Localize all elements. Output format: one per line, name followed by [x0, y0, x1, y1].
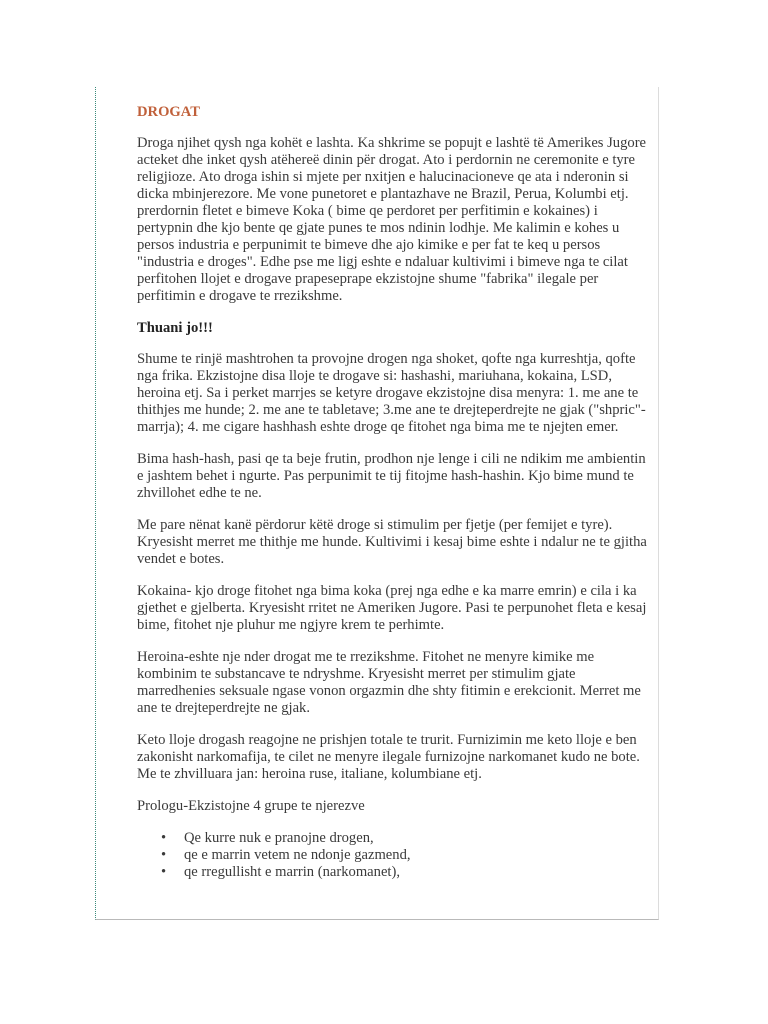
list-item [137, 847, 651, 864]
paragraph-heroin: Heroina-eshte nje nder drogat me te rrezikshme. Fitohet ne menyre kimike me kombinim te substancave te ndryshme. Kryesisht merret per stimulim gjate marredhenies seksuale ngase vonon orgazmin dhe shty fitimin e erekcionit. Merret me ane te drejteperdrejte ne gjak. [137, 649, 641, 716]
paragraph-types: Shume te rinjë mashtrohen ta provojne drogen nga shoket, qofte nga kurreshtja, qofte nga frika. Ekzistojne disa lloje te drogave si: hashashi, mariuhana, kokaina, LSD, heroina etj. Sa i perket marrjes se ketyre drogave ekzistojne disa menyra: 1. me ane te thithjes me hunde; 2. me ane te tabletave; 3.me ane te drejteperdrejte ne gjak ("shpric"-marrja); 4. me cigare hashhash eshte droge qe fitohet nga bima me te njejten emer. [137, 351, 646, 435]
bullet-icon: • [161, 830, 167, 846]
paragraph-usage: Me pare nënat kanë përdorur këtë droge si stimulim per fjetje (per femijet e tyre). Kryesisht merret me thithje me hunde. Kultivimi i kesaj bime eshte i ndalur ne te gjitha vendet e botes. [137, 517, 647, 567]
bullet-icon: • [161, 847, 167, 863]
section-heading: Thuani jo!!! [137, 320, 213, 336]
list-item-text: Qe kurre nuk e pranojne drogen, [184, 830, 374, 846]
document-body [137, 104, 651, 881]
list-item [137, 864, 651, 881]
list-item-text: qe e marrin vetem ne ndonje gazmend, [184, 847, 411, 863]
paragraph-effects: Keto lloje drogash reagojne ne prishjen totale te trurit. Furnizimin me keto lloje e ben zakonisht narkomafija, te cilet ne menyre ilegale furnizojne narkomanet kudo ne bote. Me te zhvilluara jan: heroina ruse, italiane, kolumbiane etj. [137, 732, 640, 782]
list-item [137, 830, 651, 847]
list-item-text: qe rregullisht e marrin (narkomanet), [184, 864, 400, 880]
groups-list [137, 830, 651, 881]
bullet-icon: • [161, 864, 167, 880]
paragraph-cocaine: Kokaina- kjo droge fitohet nga bima koka (prej nga edhe e ka marre emrin) e cila i ka gjethet e gjelberta. Kryesisht rritet ne Ameriken Jugore. Pasi te perpunohet fleta e kesaj bime, fitohet nje pluhur me ngjyre krem te perhimte. [137, 583, 647, 633]
paragraph-hash: Bima hash-hash, pasi qe ta beje frutin, prodhon nje lenge i cili ne ndikim me ambientin e jashtem behet i ngurte. Pas perpunimit te tij fitojme hash-hashin. Kjo bime mund te zhvillohet edhe te ne. [137, 451, 646, 501]
paragraph-prologue: Prologu-Ekzistojne 4 grupe te njerezve [137, 798, 365, 814]
paragraph-intro: Droga njihet qysh nga kohët e lashta. Ka shkrime se popujt e lashtë të Amerikes Jugore acteket dhe inket qysh atëhereë dinin për drogat. Ato i perdornin ne ceremonite e tyre religjioze. Ato droga ishin si mjete per nxitjen e halucinacioneve qe ata i nderonin si dicka mbinjerezore. Me vone punetoret e plantazhave ne Brazil, Perua, Kolumbi etj. prerdornin fletet e bimeve Koka ( bime qe perdoret per perfitimin e kokaines) i pertypnin dhe kjo bente qe gjate punes te mos ndinin lodhje. Me kalimin e kohes u persos industria e perpunimit te bimeve dhe ajo kimike e per fat te keq u persos "industria e droges". Edhe pse me ligj eshte e ndaluar kultivimi i bimeve nga te cilat perfitohen llojet e drogave prapeseprape ekzistojne shume "fabrika" ilegale per perfitimin e drogave te rrezikshme. [137, 135, 647, 304]
document-title: DROGAT [137, 104, 200, 120]
